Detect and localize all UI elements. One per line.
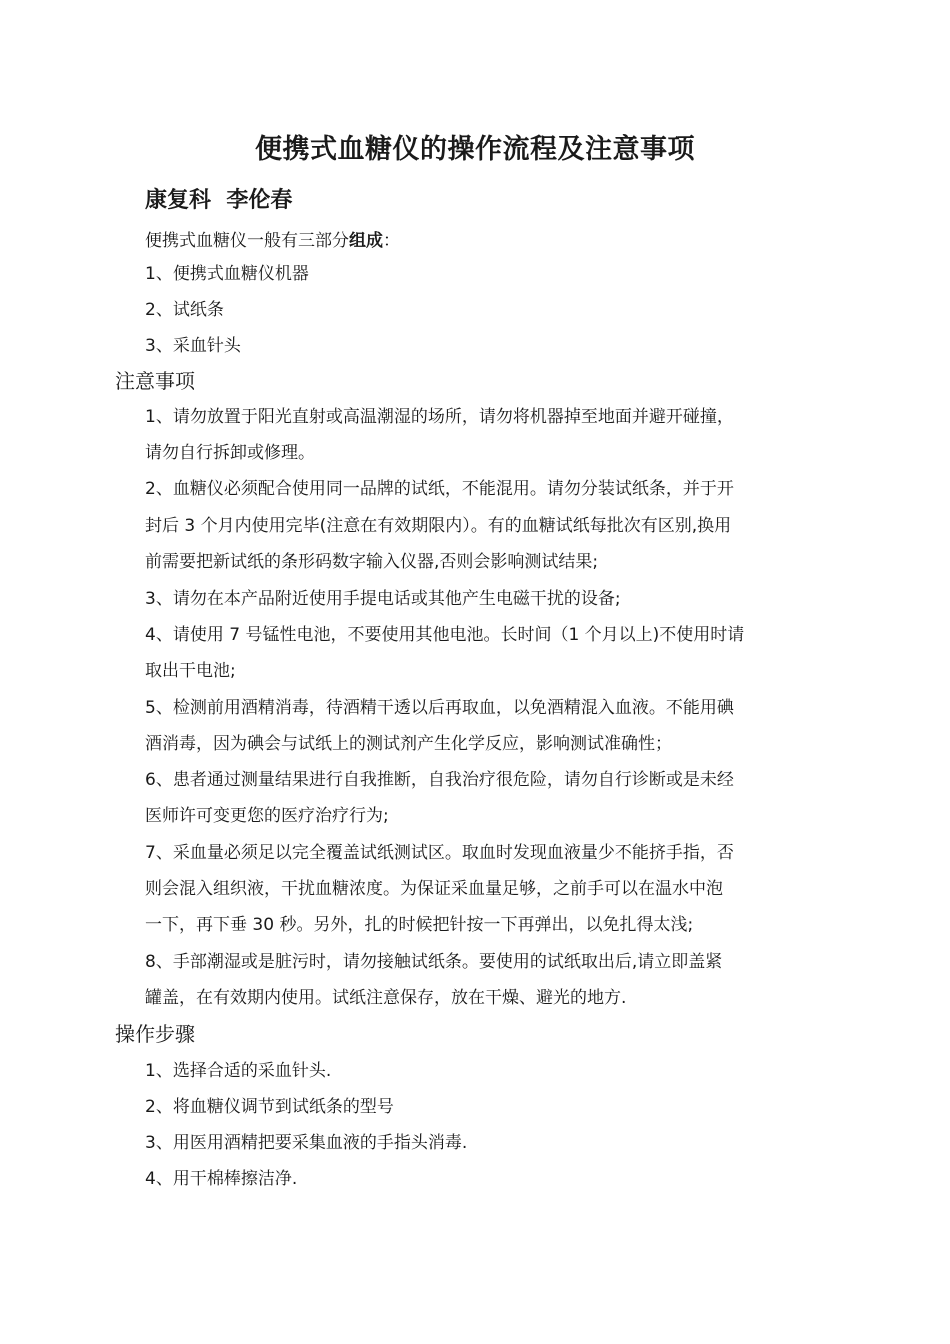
intro-line <box>145 228 400 254</box>
precaution-line: 8、手部潮湿或是脏污时，请勿接触试纸条。要使用的试纸取出后,请立即盖紧 <box>145 952 723 972</box>
precaution-line: 前需要把新试纸的条形码数字输入仪器,否则会影响测试结果; <box>145 552 599 572</box>
precaution-line: 酒消毒，因为碘会与试纸上的测试剂产生化学反应，影响测试准确性； <box>145 734 672 754</box>
precaution-line: 一下，再下垂 30 秒。另外，扎的时候把针按一下再弹出，以免扎得太浅; <box>145 915 694 935</box>
intro-text: 便携式血糖仪一般有三部分 <box>145 231 349 251</box>
precaution-line: 医师许可变更您的医疗治疗行为; <box>145 806 389 826</box>
step-item: 1、选择合适的采血针头. <box>145 1061 332 1081</box>
precaution-line: 则会混入组织液，干扰血糖浓度。为保证采血量足够，之前手可以在温水中泡 <box>145 879 723 899</box>
step-item: 2、将血糖仪调节到试纸条的型号 <box>145 1097 394 1117</box>
step-item: 4、用干棉棒擦洁净. <box>145 1169 298 1189</box>
precautions-heading: 注意事项 <box>115 369 195 393</box>
precaution-line: 1、请勿放置于阳光直射或高温潮湿的场所，请勿将机器掉至地面并避开碰撞， <box>145 407 734 427</box>
document-title: 便携式血糖仪的操作流程及注意事项 <box>255 134 695 165</box>
author-line: 康复科 李伦春 <box>145 188 293 213</box>
precaution-line: 6、患者通过测量结果进行自我推断，自我治疗很危险，请勿自行诊断或是未经 <box>145 770 734 790</box>
intro-bold-text: 组成 <box>349 231 383 251</box>
intro-suffix: ： <box>383 231 400 251</box>
precaution-line: 罐盖，在有效期内使用。试纸注意保存，放在干燥、避光的地方. <box>145 988 627 1008</box>
precaution-line: 3、请勿在本产品附近使用手提电话或其他产生电磁干扰的设备; <box>145 589 621 609</box>
precaution-line: 取出干电池; <box>145 661 236 681</box>
step-item: 3、用医用酒精把要采集血液的手指头消毒. <box>145 1133 468 1153</box>
precaution-line: 2、血糖仪必须配合使用同一品牌的试纸，不能混用。请勿分装试纸条，并于开 <box>145 479 734 499</box>
steps-heading: 操作步骤 <box>115 1022 195 1046</box>
component-item: 2、试纸条 <box>145 300 224 320</box>
precaution-line: 5、检测前用酒精消毒，待酒精干透以后再取血，以免酒精混入血液。不能用碘 <box>145 698 734 718</box>
precaution-line: 请勿自行拆卸或修理。 <box>145 443 315 463</box>
component-item: 3、采血针头 <box>145 336 241 356</box>
component-item: 1、便携式血糖仪机器 <box>145 264 309 284</box>
precaution-line: 7、采血量必须足以完全覆盖试纸测试区。取血时发现血液量少不能挤手指，否 <box>145 843 734 863</box>
precaution-line: 封后 3 个月内使用完毕(注意在有效期限内）。有的血糖试纸每批次有区别,换用 <box>145 516 732 536</box>
precaution-line: 4、请使用 7 号锰性电池，不要使用其他电池。长时间（1 个月以上)不使用时请 <box>145 625 745 645</box>
